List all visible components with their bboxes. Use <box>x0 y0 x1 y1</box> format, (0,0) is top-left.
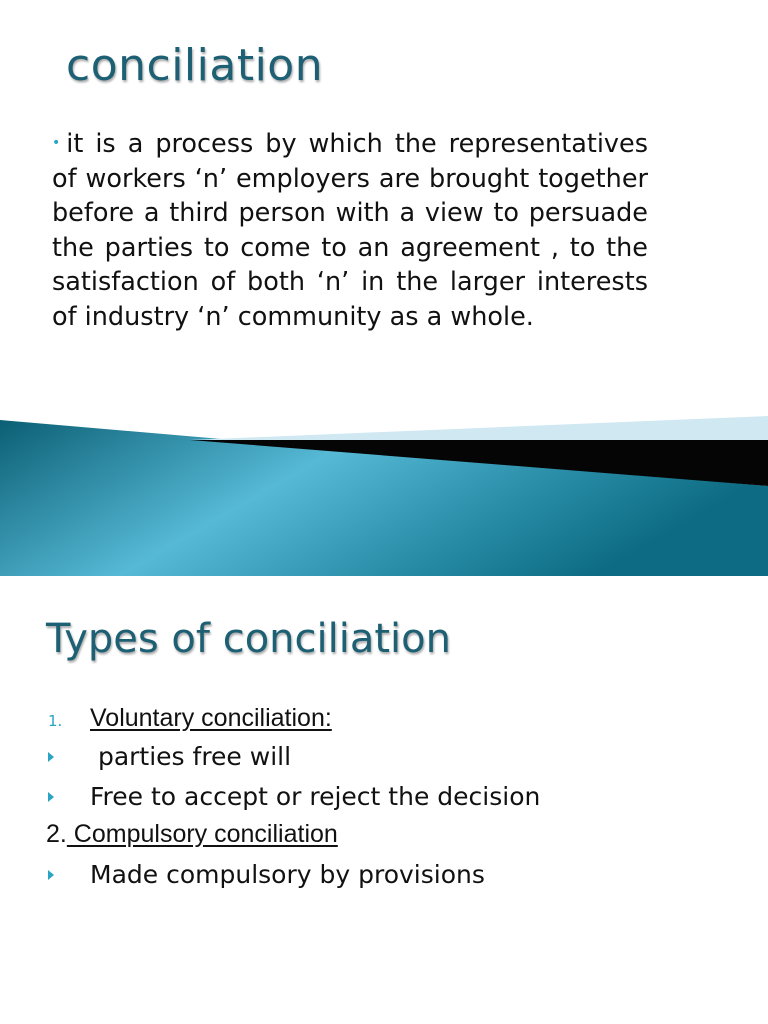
slide1-title: conciliation <box>66 40 324 91</box>
compulsory-heading-row <box>46 820 338 849</box>
list-item-text: Made compulsory by provisions <box>90 860 485 889</box>
list-item-text: Free to accept or reject the decision <box>90 782 541 811</box>
banner-light-strip <box>190 416 768 440</box>
compulsory-heading: Compulsory conciliation <box>66 820 338 848</box>
slide1-body-text: it is a process by which the representatives of workers ‘n’ employers are brought together before a third person with a view to persuade the parties to come to an agreement , to the satisfaction of both ‘n’ in the larger interests of industry ‘n’ community as a whole. <box>52 129 648 332</box>
arrow-bullet-icon <box>48 752 54 762</box>
list-item-text: parties free will <box>90 742 292 771</box>
arrow-bullet-icon <box>48 870 54 880</box>
voluntary-heading: Voluntary conciliation: <box>90 704 332 732</box>
voluntary-number: 1. <box>48 712 63 730</box>
list-item <box>48 782 540 811</box>
slide1-body <box>52 126 648 334</box>
decorative-banner <box>0 412 768 576</box>
voluntary-heading-row <box>48 704 332 733</box>
slide2-title: Types of conciliation <box>46 616 451 662</box>
list-item <box>48 860 485 889</box>
list-item <box>48 742 291 771</box>
bullet-dot-icon: • <box>52 135 61 151</box>
arrow-bullet-icon <box>48 792 54 802</box>
compulsory-number: 2. <box>46 820 67 848</box>
